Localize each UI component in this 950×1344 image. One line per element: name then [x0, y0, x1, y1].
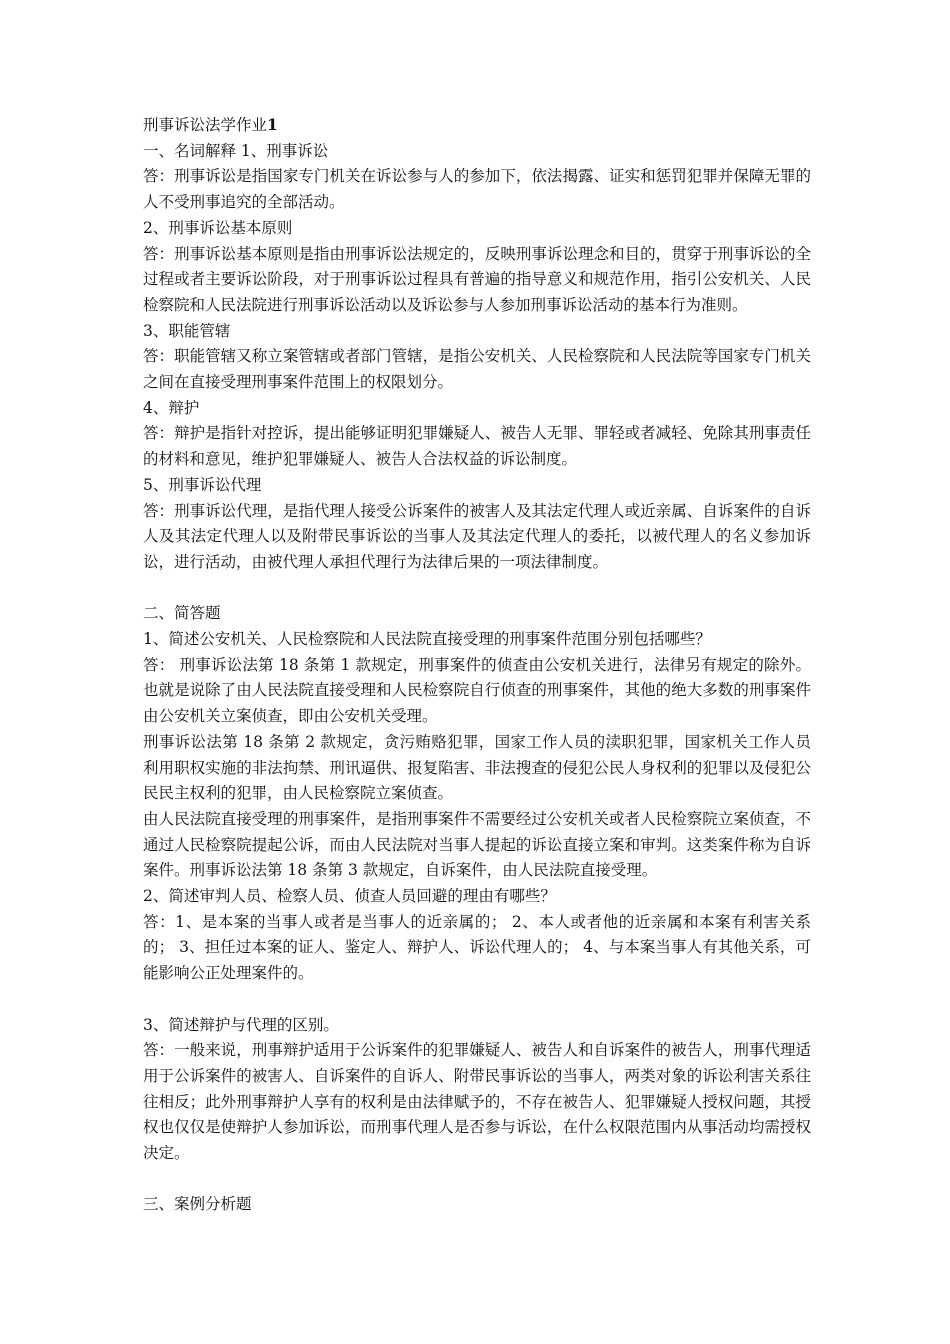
answer-1-paragraph-3: 由人民法院直接受理的刑事案件，是指刑事案件不需要经过公安机关或者人民检察院立案侦查，不通过人民检察院提起公诉，而由人民法院对当事人提起的诉讼直接立案和审判。这类案件称为自诉案件。刑事诉讼法第 18 条第 3 款规定，自诉案件，由人民法院直接受理。 [143, 809, 811, 880]
question-1: 1、简述公安机关、人民检察院和人民法院直接受理的刑事案件范围分别包括哪些？ [143, 630, 711, 649]
term-basic-principles: 2、刑事诉讼基本原则 [143, 218, 293, 237]
answer-1-paragraph-2: 刑事诉讼法第 18 条第 2 款规定，贪污贿赂犯罪，国家工作人员的渎职犯罪，国家机关工作人员利用职权实施的非法拘禁、刑讯逼供、报复陷害、非法搜查的侵犯公民人身权利的犯罪以及侵犯公民民主权利的犯罪，由人民检察院立案侦查。 [143, 732, 811, 803]
term-functional-jurisdiction: 3、职能管辖 [143, 321, 231, 340]
section1-heading: 一、名词解释 1、刑事诉讼 [143, 141, 329, 160]
answer-basic-principles: 答：刑事诉讼基本原则是指由刑事诉讼法规定的，反映刑事诉讼理念和目的，贯穿于刑事诉讼的全过程或者主要诉讼阶段，对于刑事诉讼过程具有普遍的指导意义和规范作用，指引公安机关、人民检察院和人民法院进行刑事诉讼活动以及诉讼参与人参加刑事诉讼活动的基本行为准则。 [143, 244, 811, 314]
blank-line [143, 576, 811, 602]
title-text: 刑事诉讼法学作业 [143, 116, 268, 134]
question-2: 2、简述审判人员、检察人员、侦查人员回避的理由有哪些？ [143, 887, 556, 906]
answer-criminal-procedure: 答：刑事诉讼是指国家专门机关在诉讼参与人的参加下，依法揭露、证实和惩罚犯罪并保障无罪的人不受刑事追究的全部活动。 [143, 167, 811, 212]
answer-2: 答：1、是本案的当事人或者是当事人的近亲属的； 2、本人或者他的近亲属和本案有利害关系的； 3、担任过本案的证人、鉴定人、辩护人、诉讼代理人的； 4、与本案当事人有其他关系，可能影响公正处理案件的。 [143, 912, 811, 983]
section2-heading: 二、简答题 [143, 604, 221, 623]
question-3: 3、简述辩护与代理的区别。 [143, 1015, 339, 1034]
document-page [143, 112, 811, 1218]
term-agency: 5、刑事诉讼代理 [143, 475, 262, 494]
answer-functional-jurisdiction: 答：职能管辖又称立案管辖或者部门管辖，是指公安机关、人民检察院和人民法院等国家专门机关之间在直接受理刑事案件范围上的权限划分。 [143, 347, 811, 392]
answer-3: 答：一般来说，刑事辩护适用于公诉案件的犯罪嫌疑人、被告人和自诉案件的被告人，刑事代理适用于公诉案件的被害人、自诉案件的自诉人、附带民事诉讼的当事人，两类对象的诉讼利害关系往往相反；此外刑事辩护人享有的权利是由法律赋予的，不存在被告人、犯罪嫌疑人授权问题，其授权也仅仅是使辩护人参加诉讼，而刑事代理人是否参与诉讼，在什么权限范围内从事活动均需授权决定。 [143, 1041, 811, 1163]
section3-heading: 三、案例分析题 [143, 1195, 252, 1214]
title-number: 1 [267, 115, 278, 134]
blank-line [143, 1167, 811, 1193]
document-title [143, 112, 811, 139]
answer-agency: 答：刑事诉讼代理，是指代理人接受公诉案件的被害人及其法定代理人或近亲属、自诉案件的自诉人及其法定代理人以及附带民事诉讼的当事人及其法定代理人的委托，以被代理人的名义参加诉讼，进行活动，由被代理人承担代理行为法律后果的一项法律制度。 [143, 501, 811, 571]
answer-defense: 答：辩护是指针对控诉，提出能够证明犯罪嫌疑人、被告人无罪、罪轻或者减轻、免除其刑事责任的材料和意见，维护犯罪嫌疑人、被告人合法权益的诉讼制度。 [143, 424, 811, 469]
term-defense: 4、辩护 [143, 398, 200, 417]
blank-line [143, 987, 811, 1013]
answer-1-paragraph-1: 答： 刑事诉讼法第 18 条第 1 款规定，刑事案件的侦查由公安机关进行，法律另有规定的除外。也就是说除了由人民法院直接受理和人民检察院自行侦查的刑事案件，其他的绝大多数的刑事案件由公安机关立案侦查，即由公安机关受理。 [143, 655, 811, 726]
